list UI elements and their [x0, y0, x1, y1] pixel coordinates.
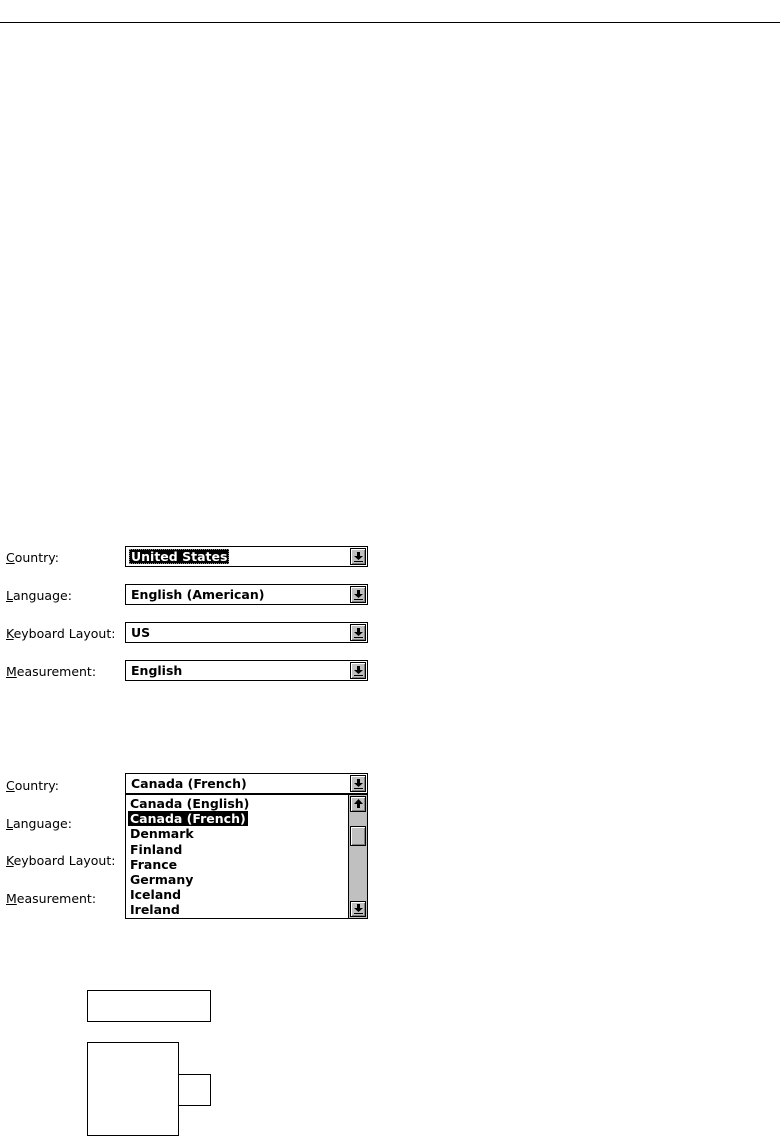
- country-label-rest: ountry:: [14, 778, 59, 793]
- down-arrow-icon: [354, 552, 363, 562]
- measurement-label: [6, 664, 96, 680]
- measurement-value: English: [131, 663, 183, 678]
- list-item[interactable]: Ireland: [130, 902, 180, 918]
- keyboard-layout-dropdown-button[interactable]: [350, 624, 366, 641]
- scroll-down-button[interactable]: [350, 901, 366, 917]
- language-value: English (American): [131, 587, 265, 602]
- button-outline: [178, 1074, 211, 1106]
- country-label-mnemonic: C: [6, 778, 15, 793]
- list-item[interactable]: Canada (English): [130, 796, 250, 811]
- list-item[interactable]: Canada (French): [130, 811, 246, 827]
- measurement-label-mnemonic: M: [6, 891, 17, 906]
- country-label: [6, 778, 59, 794]
- country-combobox[interactable]: [125, 546, 368, 567]
- country-dropdown-button[interactable]: [350, 775, 366, 792]
- down-arrow-icon: [354, 628, 363, 638]
- measurement-label-mnemonic: M: [6, 664, 17, 679]
- top-rule: [0, 22, 780, 23]
- country-label-rest: ountry:: [14, 550, 59, 565]
- down-arrow-icon: [354, 779, 363, 789]
- country-value: Canada (French): [131, 776, 247, 791]
- keyboard-label-mnemonic: K: [6, 626, 14, 641]
- country-label-mnemonic: C: [6, 550, 15, 565]
- list-scrollbar[interactable]: [348, 795, 367, 918]
- measurement-label-rest: easurement:: [16, 664, 97, 679]
- language-label: [6, 588, 72, 604]
- keyboard-layout-label: [6, 626, 115, 642]
- language-label-rest: anguage:: [12, 588, 72, 603]
- keyboard-layout-value: US: [131, 625, 151, 640]
- measurement-combobox[interactable]: [125, 660, 368, 681]
- country-dropdown-list[interactable]: [125, 794, 368, 919]
- keyboard-label-rest: eyboard Layout:: [13, 626, 116, 641]
- list-item[interactable]: France: [130, 856, 178, 872]
- down-arrow-icon: [354, 590, 363, 600]
- language-label-mnemonic: L: [6, 816, 13, 831]
- list-item[interactable]: Denmark: [130, 826, 194, 842]
- keyboard-label-rest: eyboard Layout:: [13, 853, 116, 868]
- language-combobox[interactable]: [125, 584, 368, 605]
- keyboard-label-mnemonic: K: [6, 853, 14, 868]
- measurement-label: [6, 891, 96, 907]
- language-dropdown-button[interactable]: [350, 586, 366, 603]
- list-item[interactable]: Iceland: [130, 887, 182, 903]
- up-arrow-icon: [354, 799, 363, 809]
- down-arrow-icon: [354, 904, 363, 914]
- country-value: United States: [131, 549, 228, 564]
- keyboard-layout-combobox[interactable]: [125, 622, 368, 643]
- down-arrow-icon: [354, 666, 363, 676]
- list-outline: [87, 1042, 179, 1136]
- list-item[interactable]: Germany: [130, 872, 194, 887]
- country-combobox[interactable]: [125, 773, 368, 794]
- country-label: [6, 550, 59, 566]
- measurement-dropdown-button[interactable]: [350, 662, 366, 679]
- language-label: [6, 816, 72, 832]
- measurement-label-rest: easurement:: [16, 891, 97, 906]
- country-dropdown-button[interactable]: [350, 548, 366, 565]
- collapsed-combo-outline: [87, 990, 211, 1022]
- language-label-mnemonic: L: [6, 588, 13, 603]
- language-label-rest: anguage:: [12, 816, 72, 831]
- keyboard-layout-label: [6, 853, 115, 869]
- scroll-up-button[interactable]: [350, 796, 366, 812]
- list-item[interactable]: Finland: [130, 841, 183, 857]
- scroll-thumb[interactable]: [350, 826, 366, 846]
